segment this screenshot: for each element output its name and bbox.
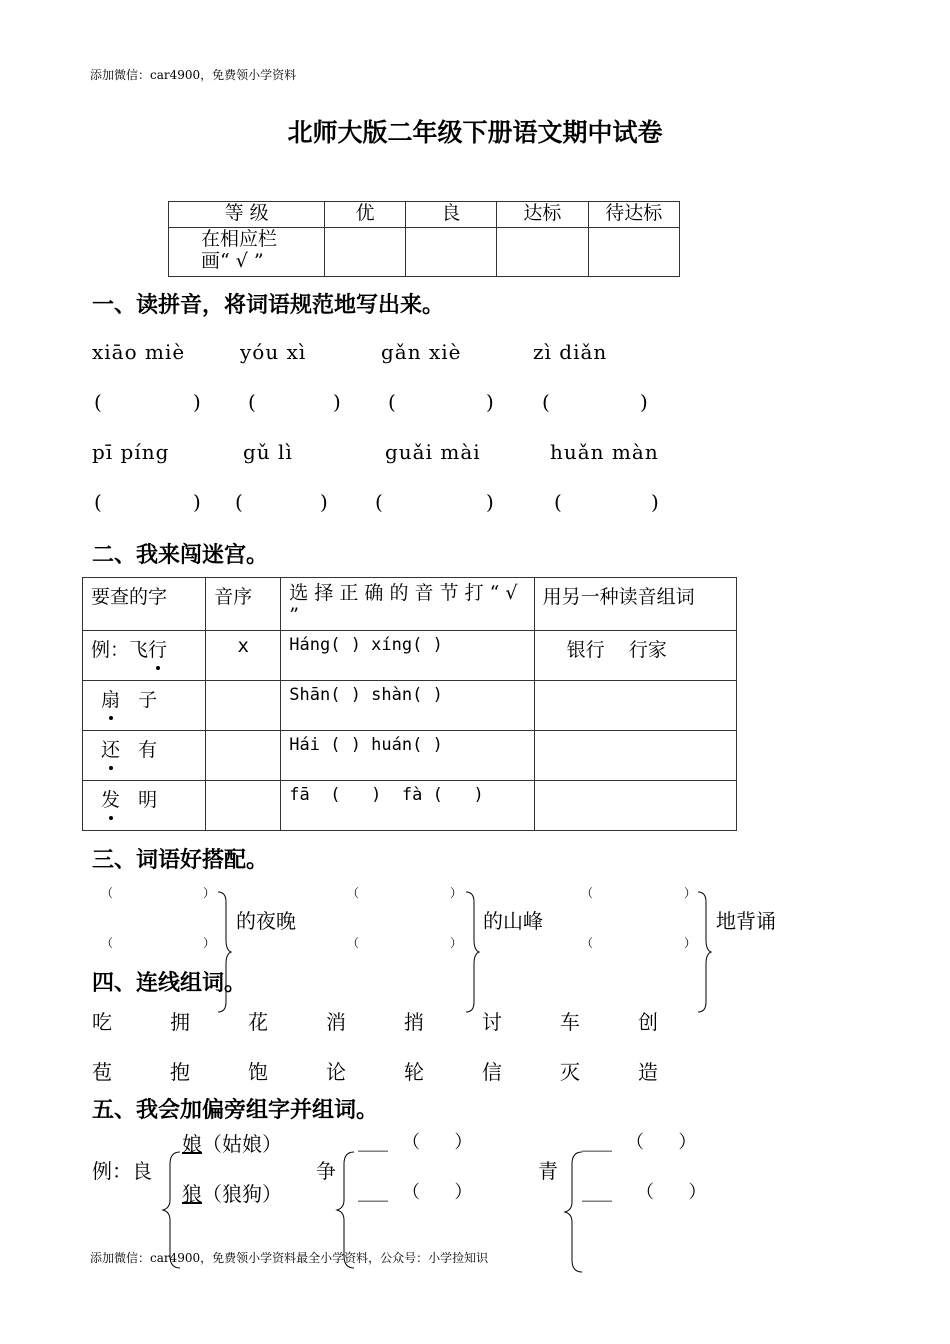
link-char[interactable]: 消 [326, 1010, 346, 1034]
match-paren-open: （ [347, 886, 360, 900]
radical-char-3: 青 [538, 1159, 558, 1183]
link-char[interactable]: 信 [482, 1060, 502, 1084]
maze-row-options[interactable]: Háng( ) xíng( ) [281, 631, 534, 681]
match-paren-open: （ [101, 886, 114, 900]
brace-left-icon [562, 1150, 584, 1274]
maze-char-dotted: 行 [148, 635, 167, 662]
maze-row-options[interactable]: Hái ( ) huán( ) [281, 731, 534, 781]
answer-8-open: ( [554, 490, 562, 514]
grade-cell-notyet[interactable] [588, 228, 679, 277]
pinyin-7: guǎi mài [385, 440, 481, 464]
maze-row-word[interactable] [534, 731, 736, 781]
grade-header-notyet: 待达标 [588, 202, 679, 228]
link-char[interactable]: 创 [638, 1010, 658, 1034]
answer-3-open: ( [388, 390, 396, 414]
grade-row-label-line1: 在相应栏 [201, 228, 278, 250]
answer-4-close: ) [640, 390, 648, 414]
maze-char-dotted: 发 [101, 785, 120, 812]
match-paren-open: （ [101, 936, 114, 950]
link-char[interactable]: 讨 [482, 1010, 502, 1034]
answer-5-close: ) [193, 490, 201, 514]
match-paren-close: ） [450, 936, 463, 950]
grade-header-excellent: 优 [325, 202, 406, 228]
section5-title: 五、我会加偏旁组字并组词。 [92, 1098, 379, 1123]
answer-4-open: ( [542, 390, 550, 414]
maze-char-prefix: 例：飞 [91, 639, 149, 661]
maze-row-char [83, 681, 206, 731]
blank-3-word[interactable]: （ ） [626, 1132, 697, 1153]
match-paren-close: ） [450, 886, 463, 900]
link-char[interactable]: 抱 [170, 1060, 190, 1084]
example-char-2 [182, 1178, 282, 1207]
maze-row-options[interactable]: Shān( ) shàn( ) [281, 681, 534, 731]
maze-row-word: 银行 行家 [534, 631, 736, 681]
example-char-1-char: 娘 [182, 1132, 202, 1156]
section1-title: 一、读拼音，将词语规范地写出来。 [92, 293, 445, 318]
answer-1-open: ( [94, 390, 102, 414]
link-char[interactable]: 吃 [92, 1010, 112, 1034]
maze-row-seq[interactable] [206, 681, 281, 731]
pinyin-2: yóu xì [240, 340, 307, 364]
answer-7-close: ) [486, 490, 494, 514]
link-char[interactable]: 饱 [248, 1060, 268, 1084]
match-paren-close: ） [684, 936, 697, 950]
blank-2[interactable]: ___ [358, 1178, 388, 1202]
maze-header-choose: 选 择 正 确 的 音 节 打 “ √ ” [281, 578, 534, 631]
answer-1-close: ) [193, 390, 201, 414]
pinyin-3: gǎn xiè [381, 340, 462, 364]
maze-table [82, 577, 737, 831]
section3-title: 三、词语好搭配。 [92, 848, 269, 873]
maze-char-suffix: 有 [138, 739, 158, 761]
maze-row-seq[interactable] [206, 731, 281, 781]
example-char-1 [182, 1128, 282, 1157]
grade-header-good: 良 [405, 202, 496, 228]
blank-1-word[interactable]: （ ） [402, 1132, 473, 1153]
answer-7-open: ( [375, 490, 383, 514]
footer-note: 添加微信：car4900，免费领小学资料最全小学资料，公众号：小学捡知识 [90, 1251, 489, 1265]
pinyin-1: xiāo miè [92, 340, 186, 364]
match-label-3: 地背诵 [716, 909, 776, 933]
match-label-2: 的山峰 [483, 909, 543, 933]
grade-cell-excellent[interactable] [325, 228, 406, 277]
link-char[interactable]: 车 [560, 1010, 580, 1034]
brace-icon [694, 890, 712, 1014]
maze-row-seq[interactable] [206, 781, 281, 831]
pinyin-4: zì diǎn [533, 340, 608, 364]
maze-row-char [83, 731, 206, 781]
brace-icon [462, 890, 480, 1014]
grade-row-label [169, 228, 325, 277]
maze-header-word: 用另一种读音组词 [534, 578, 736, 631]
grade-cell-good[interactable] [405, 228, 496, 277]
grade-header-pass: 达标 [497, 202, 588, 228]
grade-table [168, 201, 680, 277]
maze-char-suffix: 明 [138, 789, 158, 811]
grade-cell-pass[interactable] [497, 228, 588, 277]
link-char[interactable]: 苞 [92, 1060, 112, 1084]
maze-row-char [83, 781, 206, 831]
match-paren-open: （ [581, 936, 594, 950]
example-label: 例：良 [92, 1159, 152, 1183]
pinyin-8: huǎn màn [550, 440, 659, 464]
header-note: 添加微信：car4900，免费领小学资料 [90, 68, 297, 82]
maze-row-seq: x [206, 631, 281, 681]
blank-4[interactable]: ___ [582, 1178, 612, 1202]
section4-title: 四、连线组词。 [92, 971, 247, 996]
grade-header-level: 等 级 [169, 202, 325, 228]
answer-3-close: ) [486, 390, 494, 414]
example-char-2-word: （狼狗） [202, 1182, 282, 1206]
match-paren-close: ） [684, 886, 697, 900]
link-char[interactable]: 花 [248, 1010, 268, 1034]
section2-title: 二、我来闯迷宫。 [92, 543, 269, 568]
maze-row-options[interactable]: fā ( ) fà ( ) [281, 781, 534, 831]
maze-char-dotted: 扇 [101, 685, 120, 712]
link-char[interactable]: 论 [326, 1060, 346, 1084]
maze-row-char [83, 631, 206, 681]
answer-8-close: ) [651, 490, 659, 514]
grade-row-label-line2: 画“ √ ” [201, 250, 264, 272]
maze-row-word[interactable] [534, 681, 736, 731]
blank-4-word[interactable]: （ ） [636, 1182, 707, 1203]
maze-header-seq: 音序 [206, 578, 281, 631]
match-paren-open: （ [347, 936, 360, 950]
link-char[interactable]: 轮 [404, 1060, 424, 1084]
pinyin-5: pī píng [92, 440, 170, 464]
maze-row-word[interactable] [534, 781, 736, 831]
match-paren-close: ） [203, 936, 216, 950]
example-char-2-char: 狼 [182, 1182, 202, 1206]
link-char[interactable]: 拥 [170, 1010, 190, 1034]
example-char-1-word: （姑娘） [202, 1132, 282, 1156]
link-char[interactable]: 捎 [404, 1010, 424, 1034]
link-char[interactable]: 造 [638, 1060, 658, 1084]
blank-1[interactable]: ___ [358, 1128, 388, 1152]
answer-5-open: ( [94, 490, 102, 514]
maze-char-dotted: 还 [101, 735, 120, 762]
radical-char-2: 争 [316, 1159, 336, 1183]
match-paren-close: ） [203, 886, 216, 900]
blank-2-word[interactable]: （ ） [402, 1182, 473, 1203]
answer-6-open: ( [235, 490, 243, 514]
page-title: 北师大版二年级下册语文期中试卷 [287, 118, 663, 147]
maze-char-suffix: 子 [138, 689, 158, 711]
match-label-1: 的夜晚 [236, 909, 296, 933]
match-paren-open: （ [581, 886, 594, 900]
answer-2-open: ( [248, 390, 256, 414]
pinyin-6: gǔ lì [243, 440, 293, 464]
blank-3[interactable]: ___ [582, 1128, 612, 1152]
answer-6-close: ) [320, 490, 328, 514]
maze-header-char: 要查的字 [83, 578, 206, 631]
link-char[interactable]: 灭 [560, 1060, 580, 1084]
answer-2-close: ) [333, 390, 341, 414]
